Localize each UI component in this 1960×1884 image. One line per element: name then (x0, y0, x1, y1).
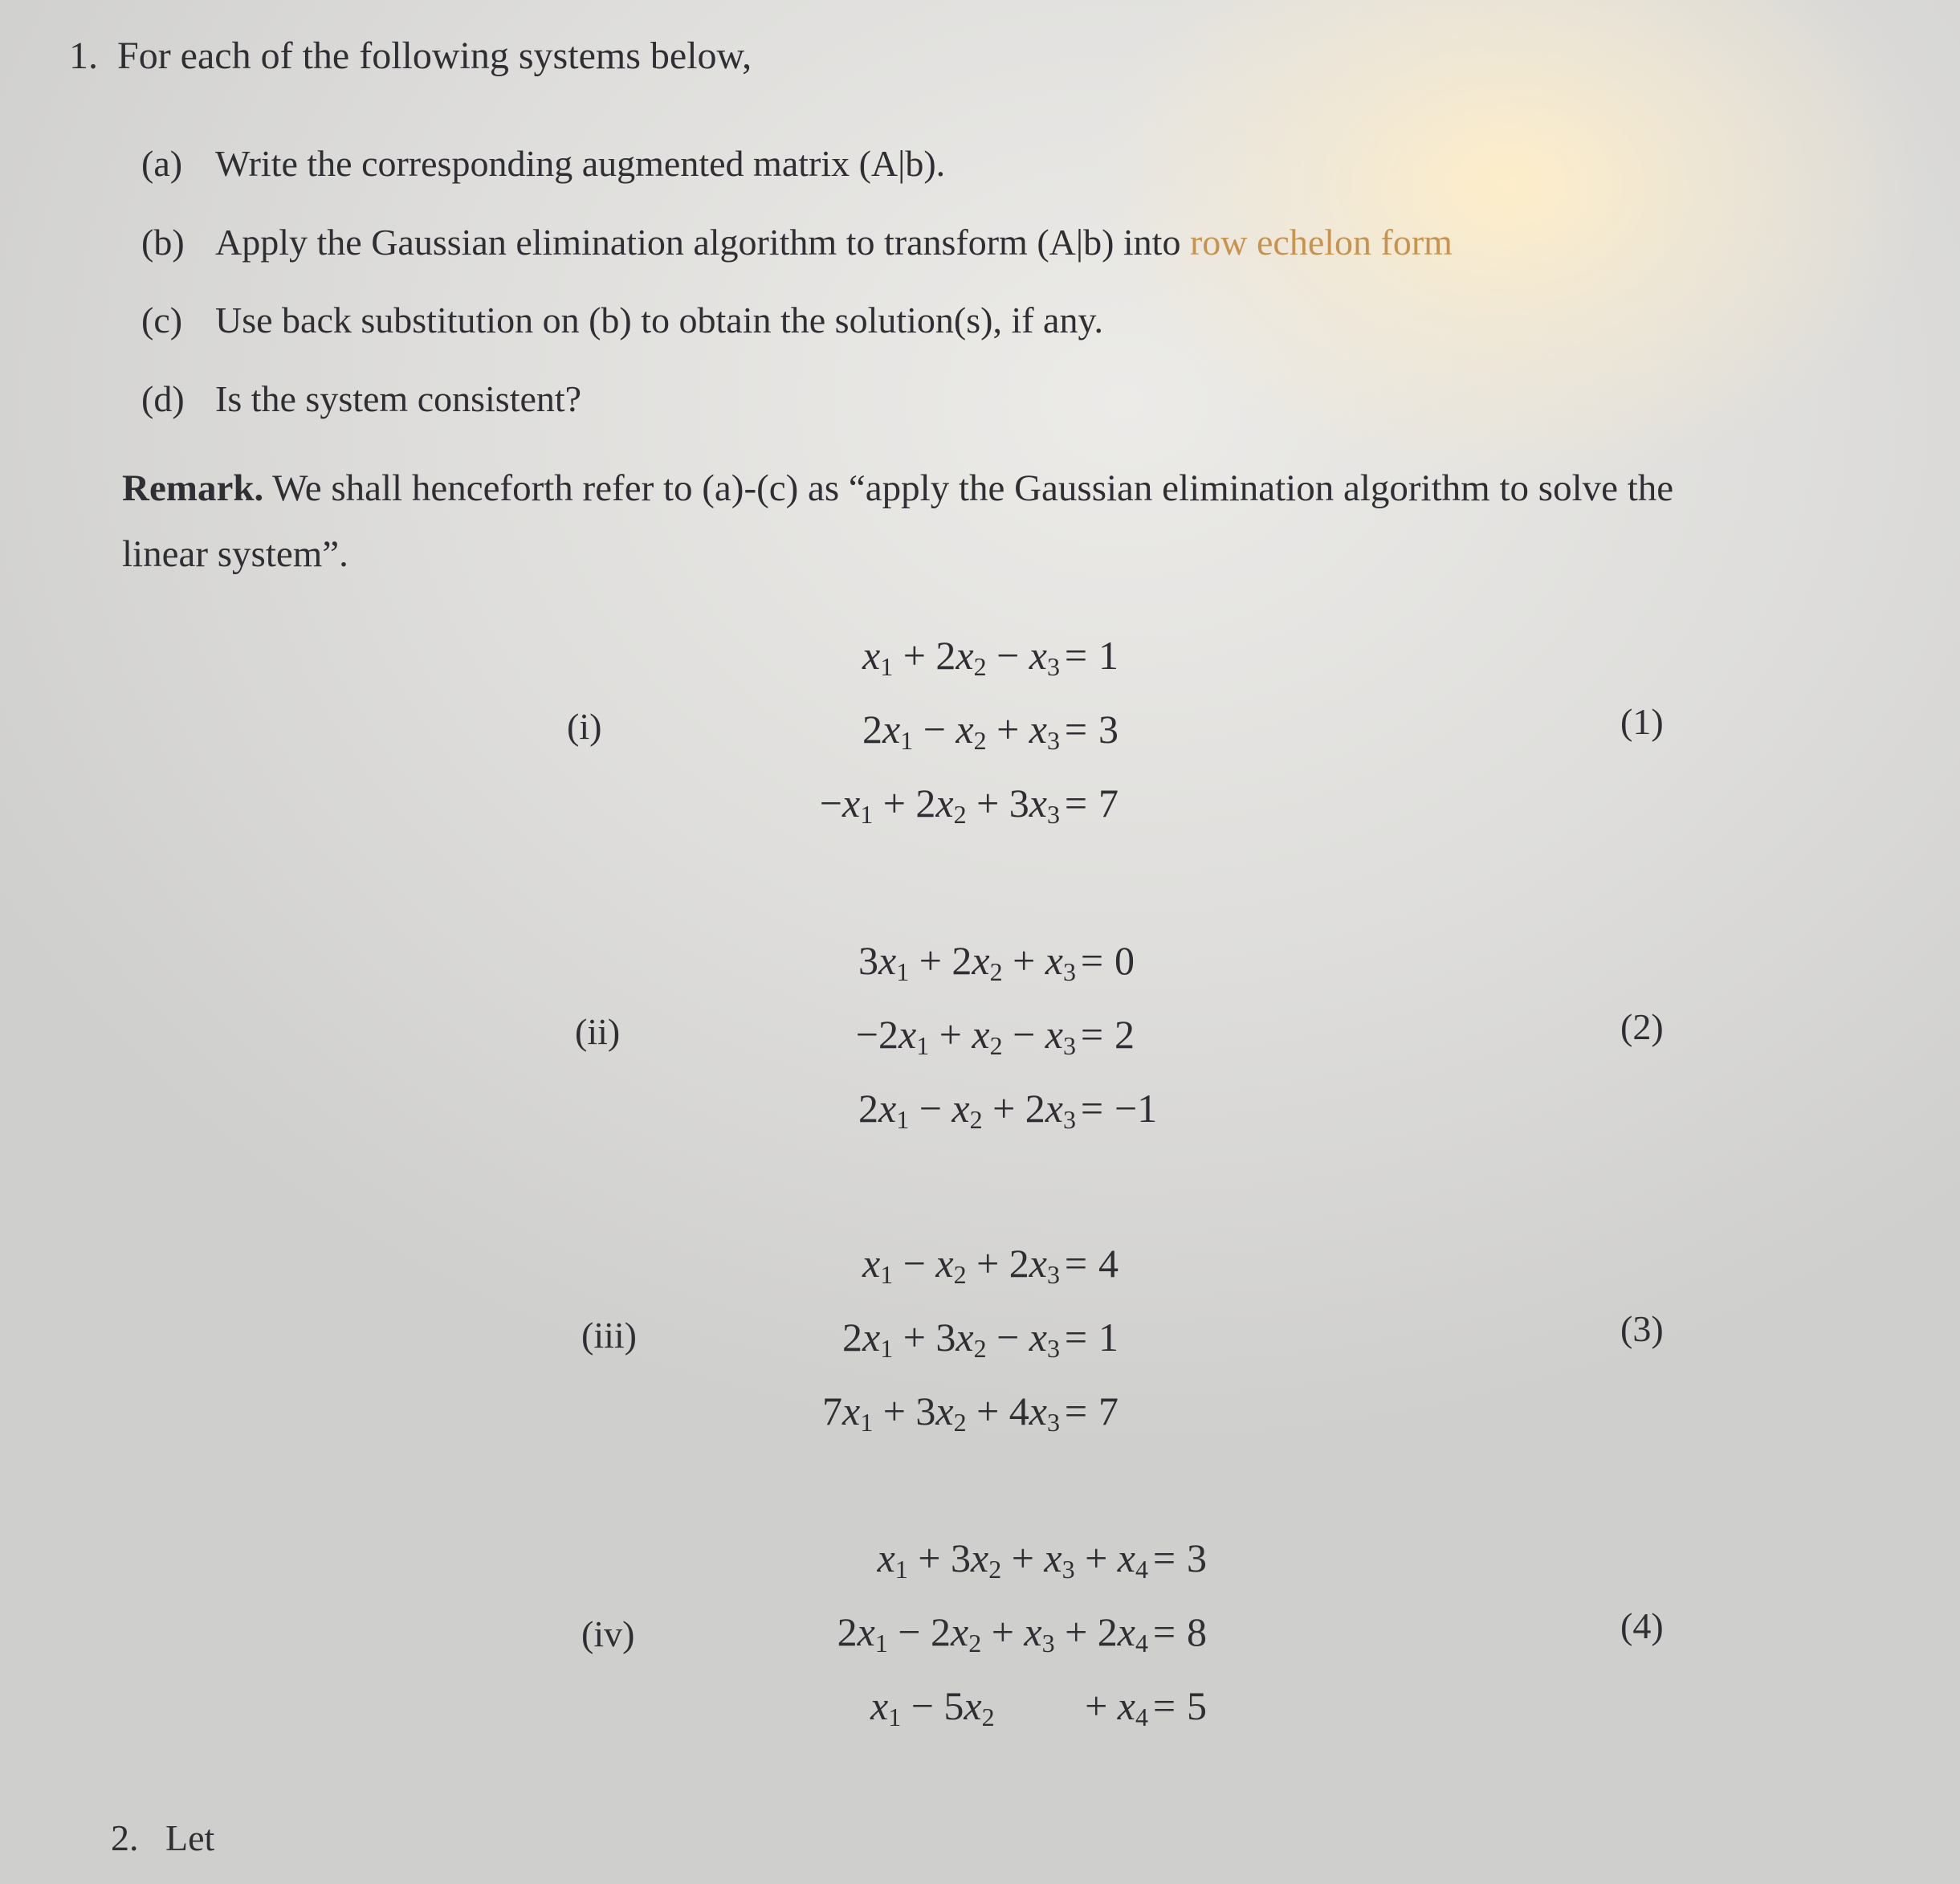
system-3-row-3-equals: = (1064, 1389, 1088, 1433)
system-1-row-3-lhs: $-x_1 + 2x_2 + 3x_3$ (819, 781, 1060, 829)
system-1-eq-number: (1) (1620, 701, 1664, 742)
system-2-label: (ii) (575, 1011, 621, 1052)
item-d-text: Is the system consistent? (215, 378, 582, 419)
system-2-row-2-lhs: $-2x_1 + x_2 - x_3$ (855, 1012, 1076, 1060)
system-4-row-1-rhs: 3 (1187, 1535, 1207, 1580)
system-3-eq-number: (3) (1620, 1308, 1664, 1349)
question-1-intro: For each of the following systems below, (117, 35, 752, 77)
system-1-row-1-rhs: 1 (1098, 633, 1119, 678)
system-4-row-2-rhs: 8 (1187, 1609, 1207, 1654)
remark-text: We shall henceforth refer to (a)-(c) as “apply the Gaussian elimination algorithm to solve the linear system”. (122, 467, 1674, 575)
system-4-eq-number: (4) (1620, 1605, 1664, 1646)
system-1-row-2-equals: = (1064, 707, 1088, 752)
remark-paragraph (122, 455, 1720, 587)
system-3-row-2-equals: = (1064, 1315, 1088, 1360)
item-c-text: Use back substitution on (b) to obtain the solution(s), if any. (215, 300, 1103, 341)
system-2-row-1-rhs: 0 (1114, 938, 1135, 983)
system-4-row-3-rhs: 5 (1187, 1683, 1207, 1728)
system-3-row-3-lhs: $7x_1 + 3x_2 + 4x_3$ (821, 1389, 1060, 1437)
system-2-equations (827, 924, 1204, 1145)
system-3-row-1-equals: = (1064, 1241, 1088, 1286)
question-1-number: 1. (69, 35, 98, 77)
system-4-row-1-equals: = (1152, 1535, 1176, 1580)
item-b-text: Apply the Gaussian elimination algorithm to transform (A|b) into row echelon form (215, 222, 1453, 263)
item-a-text: Write the corresponding augmented matrix (A|b). (215, 143, 946, 184)
system-4-row-2-lhs: $2x_1 - 2x_2 + x_3 + 2x_4$ (837, 1609, 1148, 1658)
question-2-text: Let (165, 1817, 215, 1858)
system-4-row-3-equals: = (1152, 1683, 1176, 1728)
system-3-row-1-rhs: 4 (1098, 1241, 1119, 1286)
system-3-row-2-lhs: $2x_1 + 3x_2 - x_3$ (841, 1315, 1060, 1363)
system-1-equations (811, 618, 1188, 840)
system-2-eq-number: (2) (1620, 1006, 1664, 1047)
remark-label: Remark. (122, 467, 264, 509)
item-a-label: (a) (141, 143, 183, 184)
system-2-row-2-rhs: 2 (1114, 1012, 1135, 1057)
system-1-row-1-lhs: $x_1 + 2x_2 - x_3$ (862, 633, 1060, 681)
item-b-glow-text: row echelon form (1189, 222, 1453, 263)
system-3-row-1-lhs: $x_1 - x_2 + 2x_3$ (862, 1241, 1060, 1289)
system-4-label: (iv) (581, 1613, 635, 1654)
system-4-row-1-lhs: $x_1 + 3x_2 + x_3 + x_4$ (877, 1535, 1148, 1584)
system-2-row-2-equals: = (1080, 1012, 1104, 1057)
system-2-row-3-equals: = (1080, 1086, 1104, 1131)
item-c-label: (c) (141, 300, 183, 341)
system-2-row-1-lhs: $3x_1 + 2x_2 + x_3$ (858, 938, 1076, 986)
system-1-row-2-rhs: 3 (1098, 707, 1119, 752)
system-1-row-1-equals: = (1064, 633, 1088, 678)
system-3-row-2-rhs: 1 (1098, 1315, 1119, 1360)
system-2-row-1-equals: = (1080, 938, 1104, 983)
system-4-row-2-equals: = (1152, 1609, 1176, 1654)
system-2-row-3-rhs: −1 (1114, 1086, 1158, 1131)
system-3-row-3-rhs: 7 (1098, 1389, 1119, 1433)
system-4-equations (803, 1521, 1269, 1743)
system-1-row-3-rhs: 7 (1098, 781, 1119, 826)
system-1-row-3-equals: = (1064, 781, 1088, 826)
system-4-row-3-lhs: $x_1 - 5x_2$ + $x_4$ (870, 1683, 1148, 1731)
system-1-row-2-lhs: $2x_1 - x_2 + x_3$ (862, 707, 1060, 755)
system-2-row-3-lhs: $2x_1 - x_2 + 2x_3$ (858, 1086, 1076, 1134)
system-3-label: (iii) (581, 1315, 637, 1356)
item-b-label: (b) (141, 222, 185, 263)
question-2-number: 2. (111, 1817, 139, 1858)
item-d-label: (d) (141, 378, 185, 419)
system-3-equations (811, 1226, 1188, 1448)
system-1-label: (i) (567, 706, 602, 747)
